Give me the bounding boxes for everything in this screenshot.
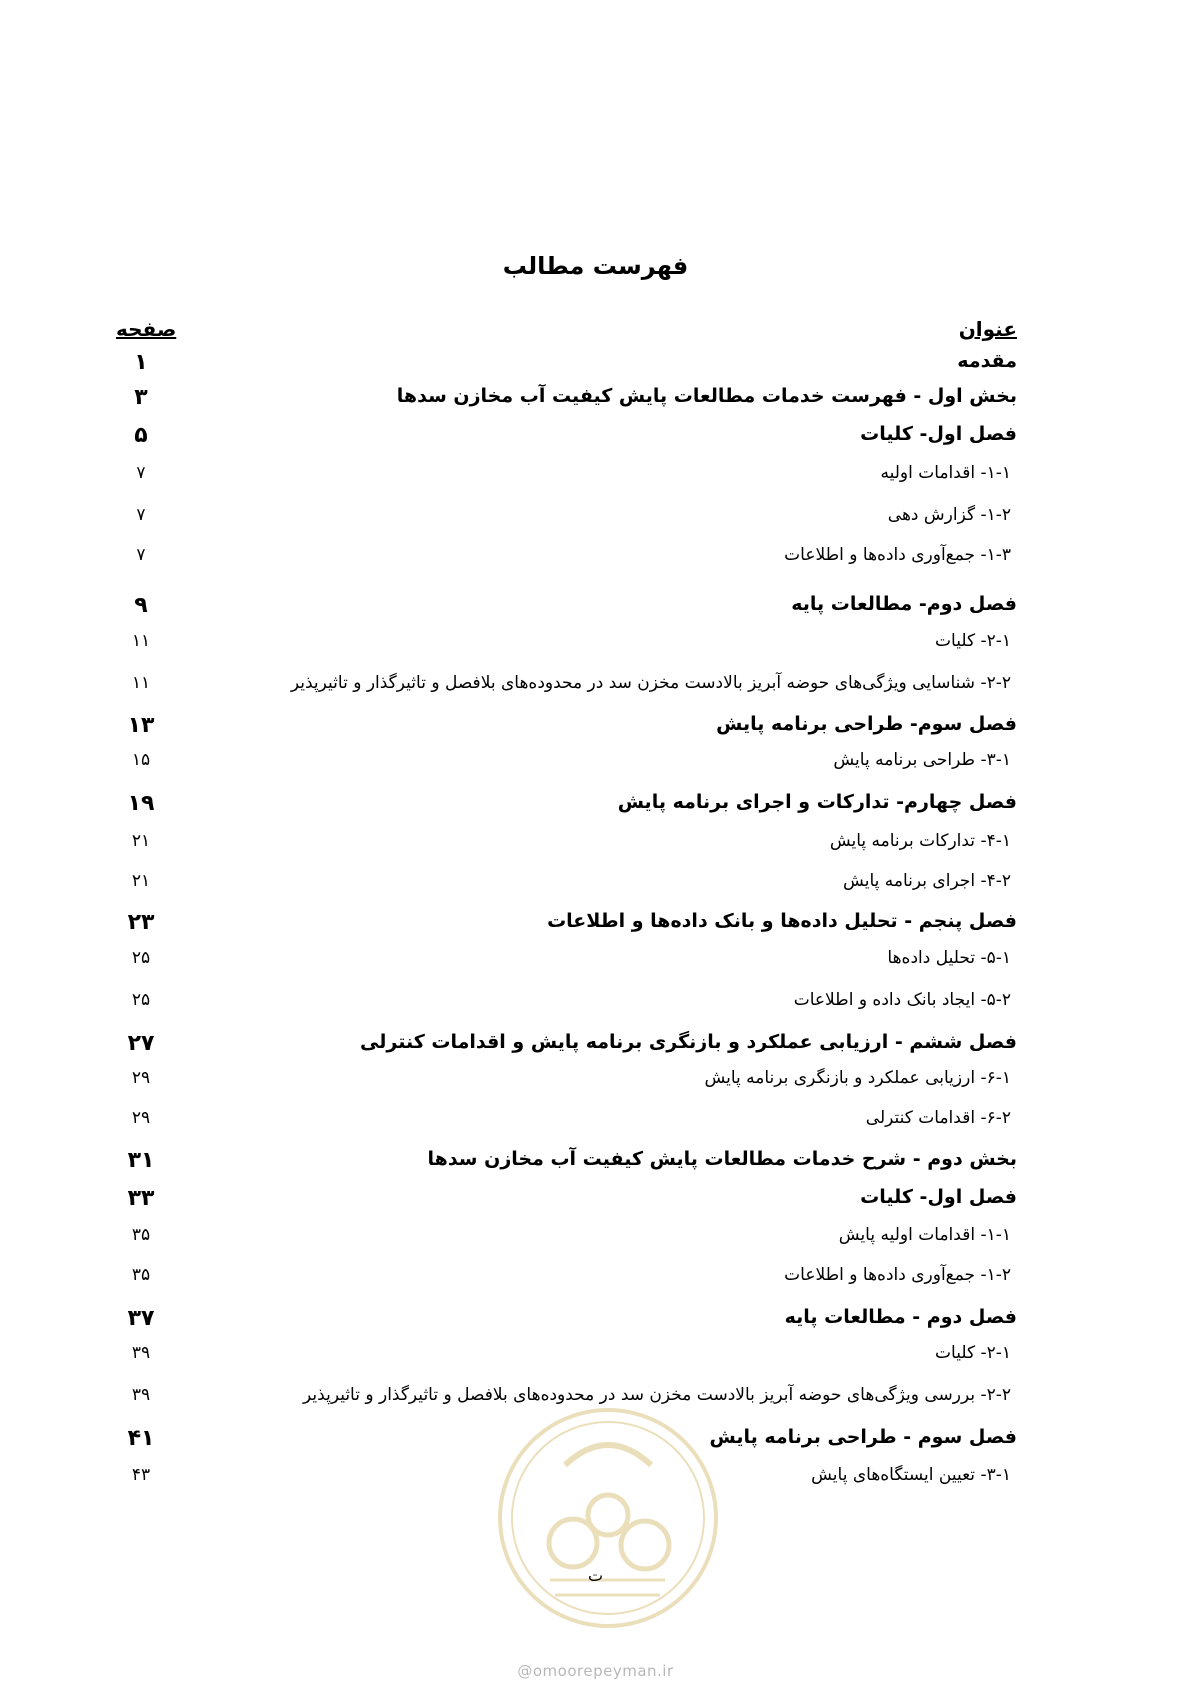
toc-entry-page: ۲۷ <box>127 1031 155 1056</box>
toc-row <box>0 1306 1191 1336</box>
toc-row <box>0 948 1191 978</box>
toc-entry-title: ۶-۲- اقدامات کنترلی <box>865 1108 1011 1128</box>
toc-row <box>0 910 1191 940</box>
toc-entry-title: فصل ششم - ارزیابی عملکرد و بازنگری برنامه پایش و اقدامات کنترلی <box>360 1031 1017 1053</box>
toc-entry-title: فصل پنجم - تحلیل داده‌ها و بانک داده‌ها و اطلاعات <box>547 910 1017 932</box>
toc-row <box>0 1186 1191 1216</box>
toc-row <box>0 1343 1191 1373</box>
toc-entry-page: ۱۱ <box>131 631 151 651</box>
toc-entry-title: فصل سوم- طراحی برنامه پایش <box>716 713 1017 735</box>
toc-row <box>0 423 1191 453</box>
toc-row <box>0 1031 1191 1061</box>
toc-row <box>0 871 1191 901</box>
toc-entry-page: ۳۵ <box>131 1225 151 1245</box>
toc-entry-page: ۲۹ <box>131 1068 151 1088</box>
toc-entry-title: ۱-۱- اقدامات اولیه پایش <box>838 1225 1011 1245</box>
toc-row <box>0 791 1191 821</box>
toc-entry-page: ۲۳ <box>127 910 155 935</box>
toc-row <box>0 463 1191 493</box>
toc-entry-page: ۳۵ <box>131 1265 151 1285</box>
toc-entry-page: ۳۱ <box>127 1148 155 1173</box>
toc-entry-title: ۱-۱- اقدامات اولیه <box>880 463 1011 483</box>
toc-row <box>0 505 1191 535</box>
toc-entry-page: ۱۵ <box>131 750 151 770</box>
toc-entry-title: بخش دوم - شرح خدمات مطالعات پایش کیفیت آب مخازن سدها <box>427 1148 1017 1170</box>
toc-entry-page: ۱۱ <box>131 673 151 693</box>
toc-row <box>0 1108 1191 1138</box>
toc-row <box>0 831 1191 861</box>
toc-entry-page: ۱۹ <box>127 791 155 816</box>
toc-entry-title: ۲-۲- شناسایی ویژگی‌های حوضه آبریز بالادست مخزن سد در محدوده‌های بلافصل و تاثیرگذار و تاثیرپذیر <box>290 673 1011 693</box>
toc-entry-page: ۴۳ <box>131 1465 151 1485</box>
toc-entry-title: ۵-۱- تحلیل داده‌ها <box>887 948 1011 968</box>
toc-entry-title: ۵-۲- ایجاد بانک داده و اطلاعات <box>793 990 1011 1010</box>
column-header-title: عنوان <box>958 317 1017 341</box>
toc-entry-title: ۲-۱- کلیات <box>935 1343 1011 1363</box>
toc-row <box>0 713 1191 743</box>
toc-entry-page: ۹ <box>134 593 148 618</box>
toc-entry-page: ۳۹ <box>131 1385 151 1405</box>
toc-entry-title: ۱-۲- گزارش دهی <box>887 505 1011 525</box>
toc-entry-title: بخش اول - فهرست خدمات مطالعات پایش کیفیت آب مخازن سدها <box>396 385 1017 407</box>
toc-entry-page: ۳ <box>134 385 148 410</box>
toc-row <box>0 545 1191 575</box>
toc-entry-title: ۲-۲- بررسی ویژگی‌های حوضه آبریز بالادست مخزن سد در محدوده‌های بلافصل و تاثیرگذار و تاثیرپذیر <box>303 1385 1011 1405</box>
toc-entry-title: فصل اول- کلیات <box>860 1186 1017 1208</box>
toc-entry-page: ۱۳ <box>127 713 155 738</box>
toc-entry-title: مقدمه <box>957 350 1017 372</box>
toc-entry-page: ۲۵ <box>131 948 151 968</box>
toc-entry-page: ۳۹ <box>131 1343 151 1363</box>
page-number-letter: ت <box>587 1566 604 1585</box>
toc-entry-page: ۷ <box>136 545 146 565</box>
watermark-seal-icon <box>495 1405 721 1631</box>
page-title: فهرست مطالب <box>502 252 689 280</box>
toc-row <box>0 1148 1191 1178</box>
toc-entry-title: ۳-۱- طراحی برنامه پایش <box>833 750 1011 770</box>
toc-row <box>0 750 1191 780</box>
toc-entry-title: ۶-۱- ارزیابی عملکرد و بازنگری برنامه پایش <box>704 1068 1011 1088</box>
toc-entry-title: فصل اول- کلیات <box>860 423 1017 445</box>
toc-entry-page: ۷ <box>136 505 146 525</box>
toc-entry-title: فصل دوم- مطالعات پایه <box>791 593 1017 615</box>
toc-entry-page: ۲۹ <box>131 1108 151 1128</box>
toc-entry-page: ۲۵ <box>131 990 151 1010</box>
toc-entry-page: ۳۷ <box>127 1306 155 1331</box>
toc-entry-title: ۲-۱- کلیات <box>935 631 1011 651</box>
toc-entry-page: ۷ <box>136 463 146 483</box>
toc-row <box>0 990 1191 1020</box>
toc-entry-title: ۴-۲- اجرای برنامه پایش <box>843 871 1011 891</box>
toc-entry-title: ۳-۱- تعیین ایستگاه‌های پایش <box>811 1465 1011 1485</box>
toc-entry-title: ۱-۲- جمع‌آوری داده‌ها و اطلاعات <box>784 1265 1011 1285</box>
toc-row <box>0 1225 1191 1255</box>
toc-entry-page: ۲۱ <box>131 831 151 851</box>
toc-entry-title: فصل دوم - مطالعات پایه <box>784 1306 1017 1328</box>
toc-entry-title: فصل سوم - طراحی برنامه پایش <box>709 1426 1017 1448</box>
toc-row <box>0 673 1191 703</box>
toc-entry-page: ۵ <box>134 423 148 448</box>
toc-row <box>0 1068 1191 1098</box>
toc-entry-title: ۱-۳- جمع‌آوری داده‌ها و اطلاعات <box>784 545 1011 565</box>
toc-entry-title: فصل چهارم- تدارکات و اجرای برنامه پایش <box>617 791 1017 813</box>
column-header-page: صفحه <box>116 317 177 341</box>
toc-row <box>0 350 1191 380</box>
toc-row <box>0 631 1191 661</box>
toc-entry-page: ۲۱ <box>131 871 151 891</box>
toc-entry-page: ۳۳ <box>127 1186 155 1211</box>
toc-row <box>0 385 1191 415</box>
watermark-url: @omoorepeyman.ir <box>517 1662 674 1680</box>
toc-row <box>0 1265 1191 1295</box>
toc-entry-title: ۴-۱- تدارکات برنامه پایش <box>829 831 1011 851</box>
toc-row <box>0 593 1191 623</box>
toc-entry-page: ۱ <box>134 350 148 375</box>
toc-entry-page: ۴۱ <box>127 1426 155 1451</box>
